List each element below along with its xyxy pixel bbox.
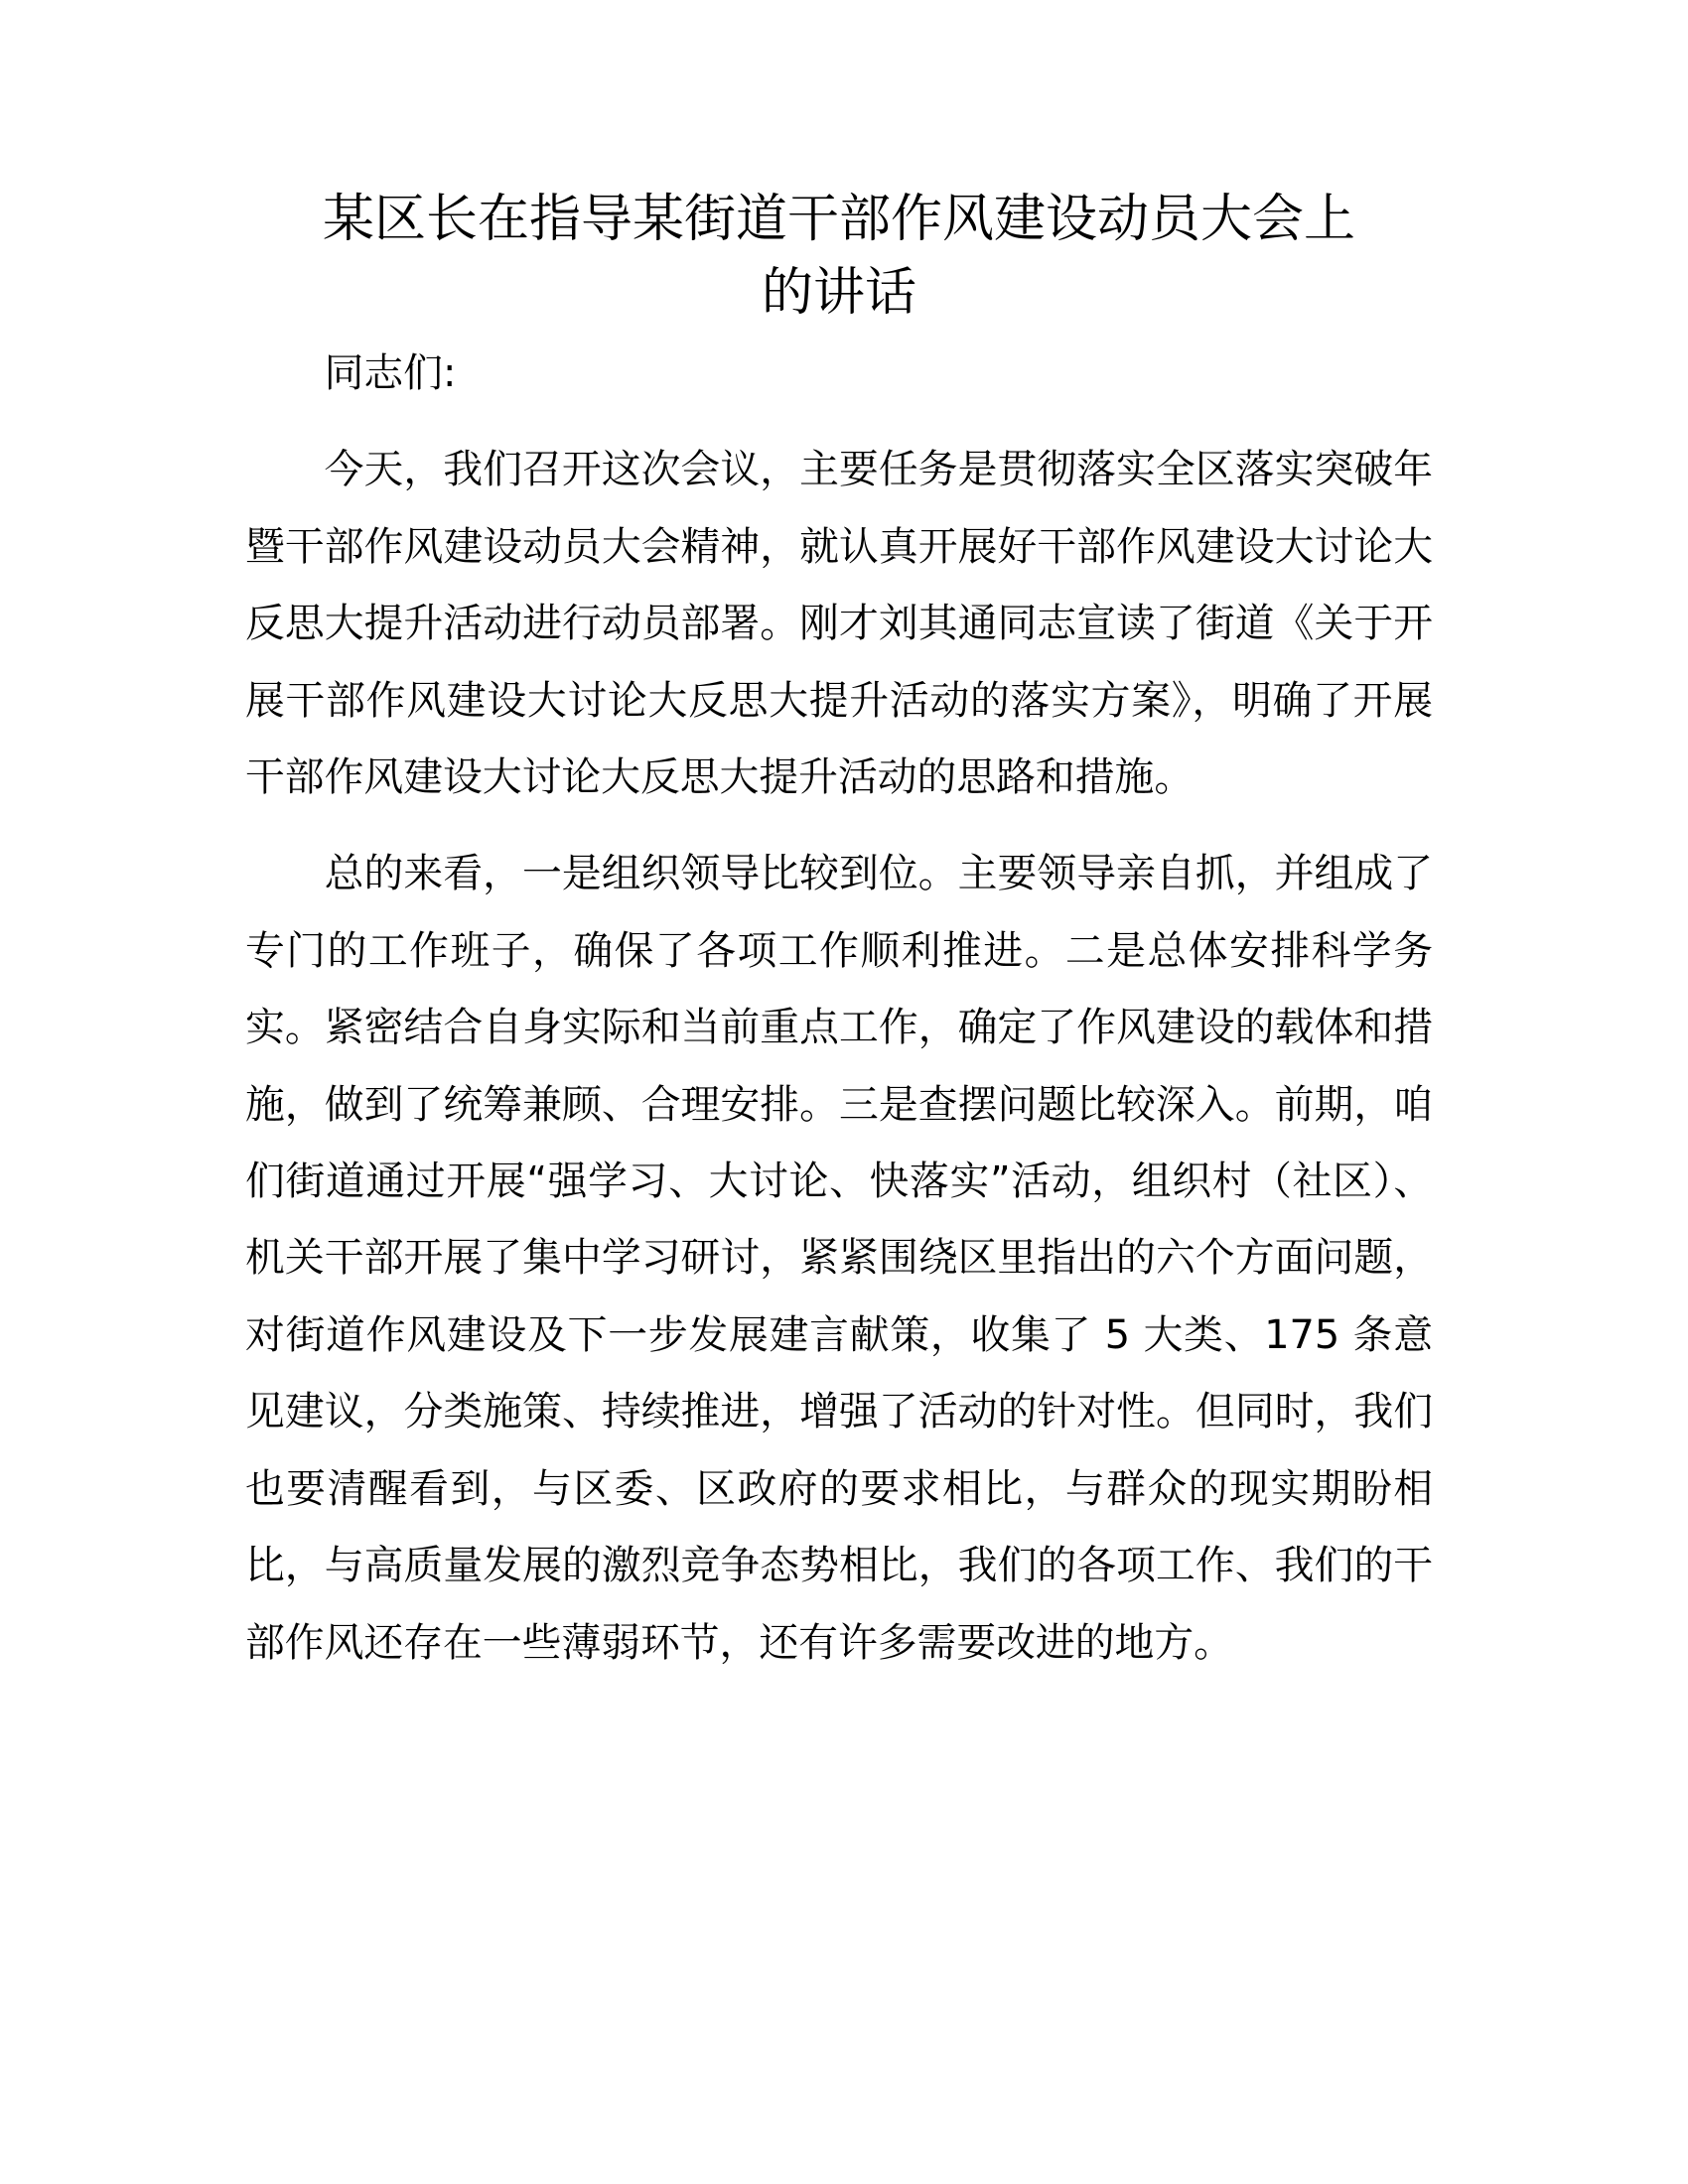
title-line-2: 的讲话 bbox=[761, 263, 916, 323]
title-line-1: 某区长在指导某街道干部作风建设动员大会上 bbox=[322, 190, 1355, 249]
document-body bbox=[245, 336, 1433, 1682]
paragraph-intro: 今天，我们召开这次会议，主要任务是贯彻落实全区落实突破年暨干部作风建设动员大会精神，就认真开展好干部作风建设大讨论大反思大提升活动进行动员部署。刚才刘其通同志宣读了街道《关于开展干部作风建设大讨论大反思大提升活动的落实方案》，明确了开展干部作风建设大讨论大反思大提升活动的思路和措施。 bbox=[245, 447, 1433, 801]
paragraph-summary: 总的来看，一是组织领导比较到位。主要领导亲自抓，并组成了专门的工作班子，确保了各项工作顺利推进。二是总体安排科学务实。紧密结合自身实际和当前重点工作，确定了作风建设的载体和措施，做到了统筹兼顾、合理安排。三是查摆问题比较深入。前期，咱们街道通过开展“强学习、大讨论、快落实”活动，组织村（社区）、机关干部开展了集中学习研讨，紧紧围绕区里指出的六个方面问题，对街道作风建设及下一步发展建言献策，收集了 5 大类、175 条意见建议，分类施策、持续推进，增强了活动的针对性。但同时，我们也要清醒看到，与区委、区政府的要求相比，与群众的现实期盼相比，与高质量发展的激烈竞争态势相比，我们的各项工作、我们的干部作风还存在一些薄弱环节，还有许多需要改进的地方。 bbox=[245, 851, 1433, 1666]
salutation: 同志们: bbox=[324, 350, 457, 396]
document-title bbox=[245, 0, 1433, 330]
document-page bbox=[245, 0, 1433, 1682]
